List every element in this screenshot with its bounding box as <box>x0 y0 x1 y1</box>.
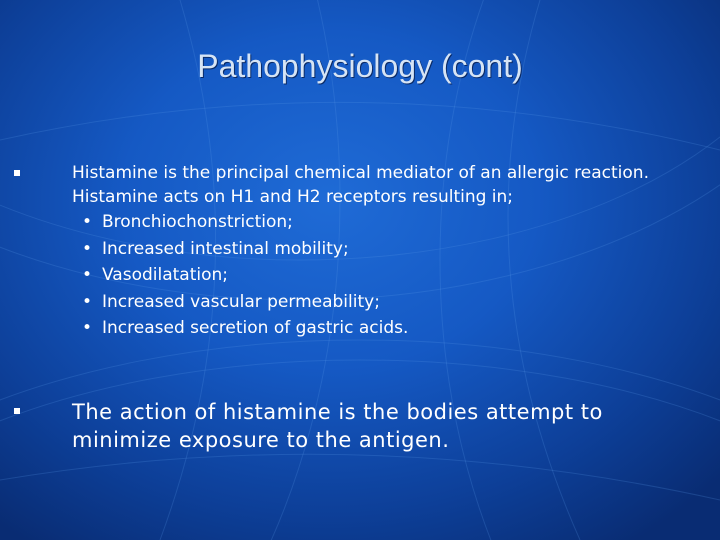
sub-bullet-list <box>72 209 672 342</box>
bullet-paragraph-1 <box>72 161 672 342</box>
list-item <box>80 262 672 289</box>
list-item <box>80 289 672 316</box>
bullet-dot-icon: • <box>82 212 93 232</box>
list-item-text: Increased intestinal mobility; <box>102 238 349 259</box>
list-item-text: Increased secretion of gastric acids. <box>102 318 409 338</box>
list-item-text: Increased vascular permeability; <box>102 291 380 312</box>
list-item-text: Vasodilatation; <box>102 265 229 285</box>
list-item <box>80 209 672 236</box>
bullet-dot-icon: • <box>82 265 93 285</box>
list-item-text: Bronchiochonstriction; <box>102 212 293 232</box>
bullet-square-icon <box>14 170 20 176</box>
list-item <box>80 315 672 342</box>
bullet-1-text: Histamine is the principal chemical mediator of an allergic reaction. Histamine acts on H1 and H2 receptors resulting in; <box>72 163 649 207</box>
bullet-dot-icon: • <box>82 291 93 312</box>
bullet-dot-icon: • <box>82 318 93 338</box>
slide-title: Pathophysiology (cont) <box>197 48 523 84</box>
bullet-paragraph-2: The action of histamine is the bodies attempt to minimize exposure to the antigen. <box>72 400 603 452</box>
list-item <box>80 236 672 263</box>
bullet-dot-icon: • <box>82 238 93 259</box>
bullet-square-icon <box>14 408 20 414</box>
